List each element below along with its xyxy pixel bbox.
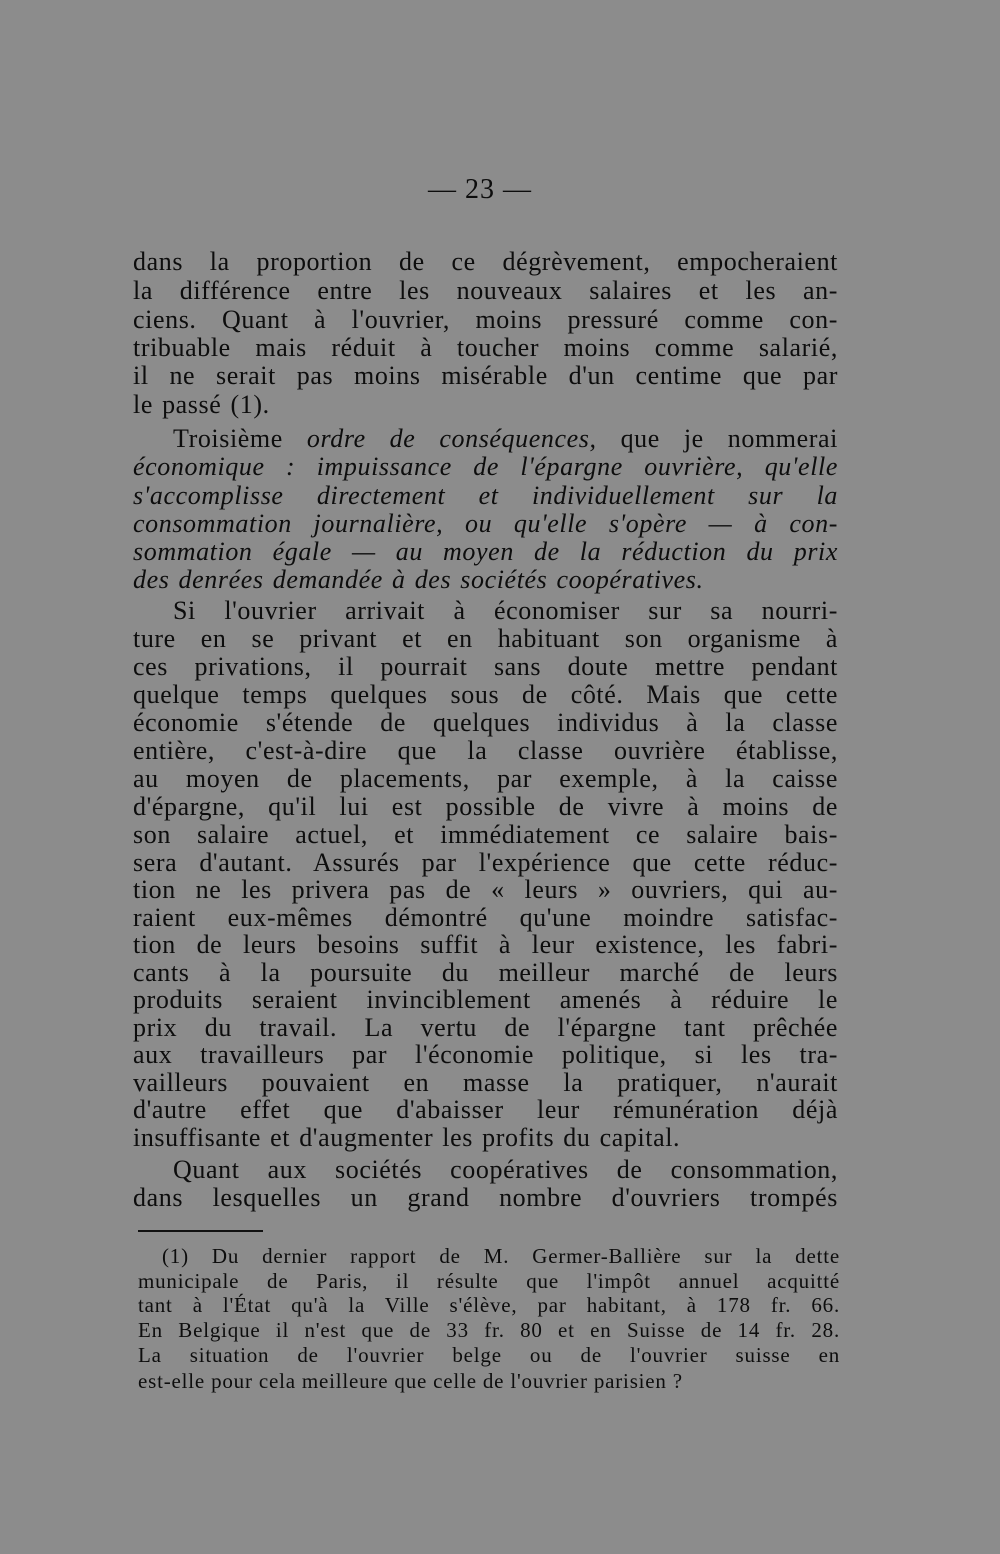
- text-line: ciens. Quant à l'ouvrier, moins pressuré comme con-: [133, 305, 838, 334]
- text-line: au moyen de placements, par exemple, à la caisse: [133, 764, 838, 793]
- text-line: la différence entre les nouveaux salaires et les an-: [133, 276, 838, 305]
- footnote-rule: [138, 1230, 263, 1232]
- italic-text-line: économique : impuissance de l'épargne ouvrière, qu'elle: [133, 452, 838, 481]
- footnote-line: (1) Du dernier rapport de M. Germer-Ballière sur la dette: [162, 1244, 840, 1268]
- text-line: insuffisante et d'augmenter les profits du capital.: [133, 1123, 681, 1152]
- italic-text-line: s'accomplisse directement et individuellement sur la: [133, 481, 838, 510]
- text-line: prix du travail. La vertu de l'épargne tant prêchée: [133, 1013, 838, 1042]
- page-number: — 23 —: [428, 174, 532, 205]
- text-line: raient eux-mêmes démontré qu'une moindre satisfac-: [133, 903, 838, 932]
- text-line: produits seraient invinciblement amenés à réduire le: [133, 985, 838, 1014]
- text-line: d'épargne, qu'il lui est possible de vivre à moins de: [133, 792, 838, 821]
- text-line: aux travailleurs par l'économie politique, si les tra-: [133, 1040, 838, 1069]
- text-line: il ne serait pas moins misérable d'un centime que par: [133, 361, 838, 390]
- text-line: entière, c'est-à-dire que la classe ouvrière établisse,: [133, 736, 838, 765]
- text-line: ces privations, il pourrait sans doute mettre pendant: [133, 652, 838, 681]
- lead-text: Troisième: [173, 424, 307, 453]
- text-line: [173, 424, 838, 454]
- text-line: son salaire actuel, et immédiatement ce salaire bais-: [133, 820, 838, 849]
- text-line: quelque temps quelques sous de côté. Mais que cette: [133, 680, 838, 709]
- footnote-line: est-elle pour cela meilleure que celle de l'ouvrier parisien ?: [138, 1369, 683, 1393]
- italic-text-line: consommation journalière, ou qu'elle s'opère — à con-: [133, 509, 838, 538]
- footnote-line: municipale de Paris, il résulte que l'impôt annuel acquitté: [138, 1269, 840, 1293]
- text-line: tribuable mais réduit à toucher moins comme salarié,: [133, 333, 838, 362]
- footnote-line: La situation de l'ouvrier belge ou de l'ouvrier suisse en: [138, 1343, 840, 1367]
- italic-text-line: sommation égale — au moyen de la réduction du prix: [133, 537, 838, 566]
- text-line: vailleurs pouvaient en masse la pratiquer, n'aurait: [133, 1068, 838, 1097]
- text-line: dans lesquelles un grand nombre d'ouvriers trompés: [133, 1183, 838, 1212]
- text-line: tion ne les privera pas de « leurs » ouvriers, qui au-: [133, 875, 838, 904]
- text-line: d'autre effet que d'abaisser leur rémunération déjà: [133, 1095, 838, 1124]
- text-line: Si l'ouvrier arrivait à économiser sur sa nourri-: [173, 596, 838, 625]
- text-line: ture en se privant et en habituant son organisme à: [133, 624, 838, 653]
- text-line: économie s'étende de quelques individus à la classe: [133, 708, 838, 737]
- text-line: cants à la poursuite du meilleur marché de leurs: [133, 958, 838, 987]
- text-line: sera d'autant. Assurés par l'expérience que cette réduc-: [133, 848, 838, 877]
- text-line: dans la proportion de ce dégrèvement, empocheraient: [133, 247, 838, 276]
- text-line: Quant aux sociétés coopératives de consommation,: [173, 1155, 838, 1184]
- text-line: tion de leurs besoins suffit à leur existence, les fabri-: [133, 930, 838, 959]
- footnote-line: En Belgique il n'est que de 33 fr. 80 et en Suisse de 14 fr. 28.: [138, 1318, 840, 1342]
- text-line: le passé (1).: [133, 390, 270, 419]
- lead-rest-text: que je nommerai: [596, 424, 838, 453]
- lead-italic-text: ordre de conséquences,: [306, 424, 597, 453]
- italic-text-line: des denrées demandée à des sociétés coopératives.: [133, 565, 704, 594]
- footnote-line: tant à l'État qu'à la Ville s'élève, par habitant, à 178 fr. 66.: [138, 1293, 840, 1317]
